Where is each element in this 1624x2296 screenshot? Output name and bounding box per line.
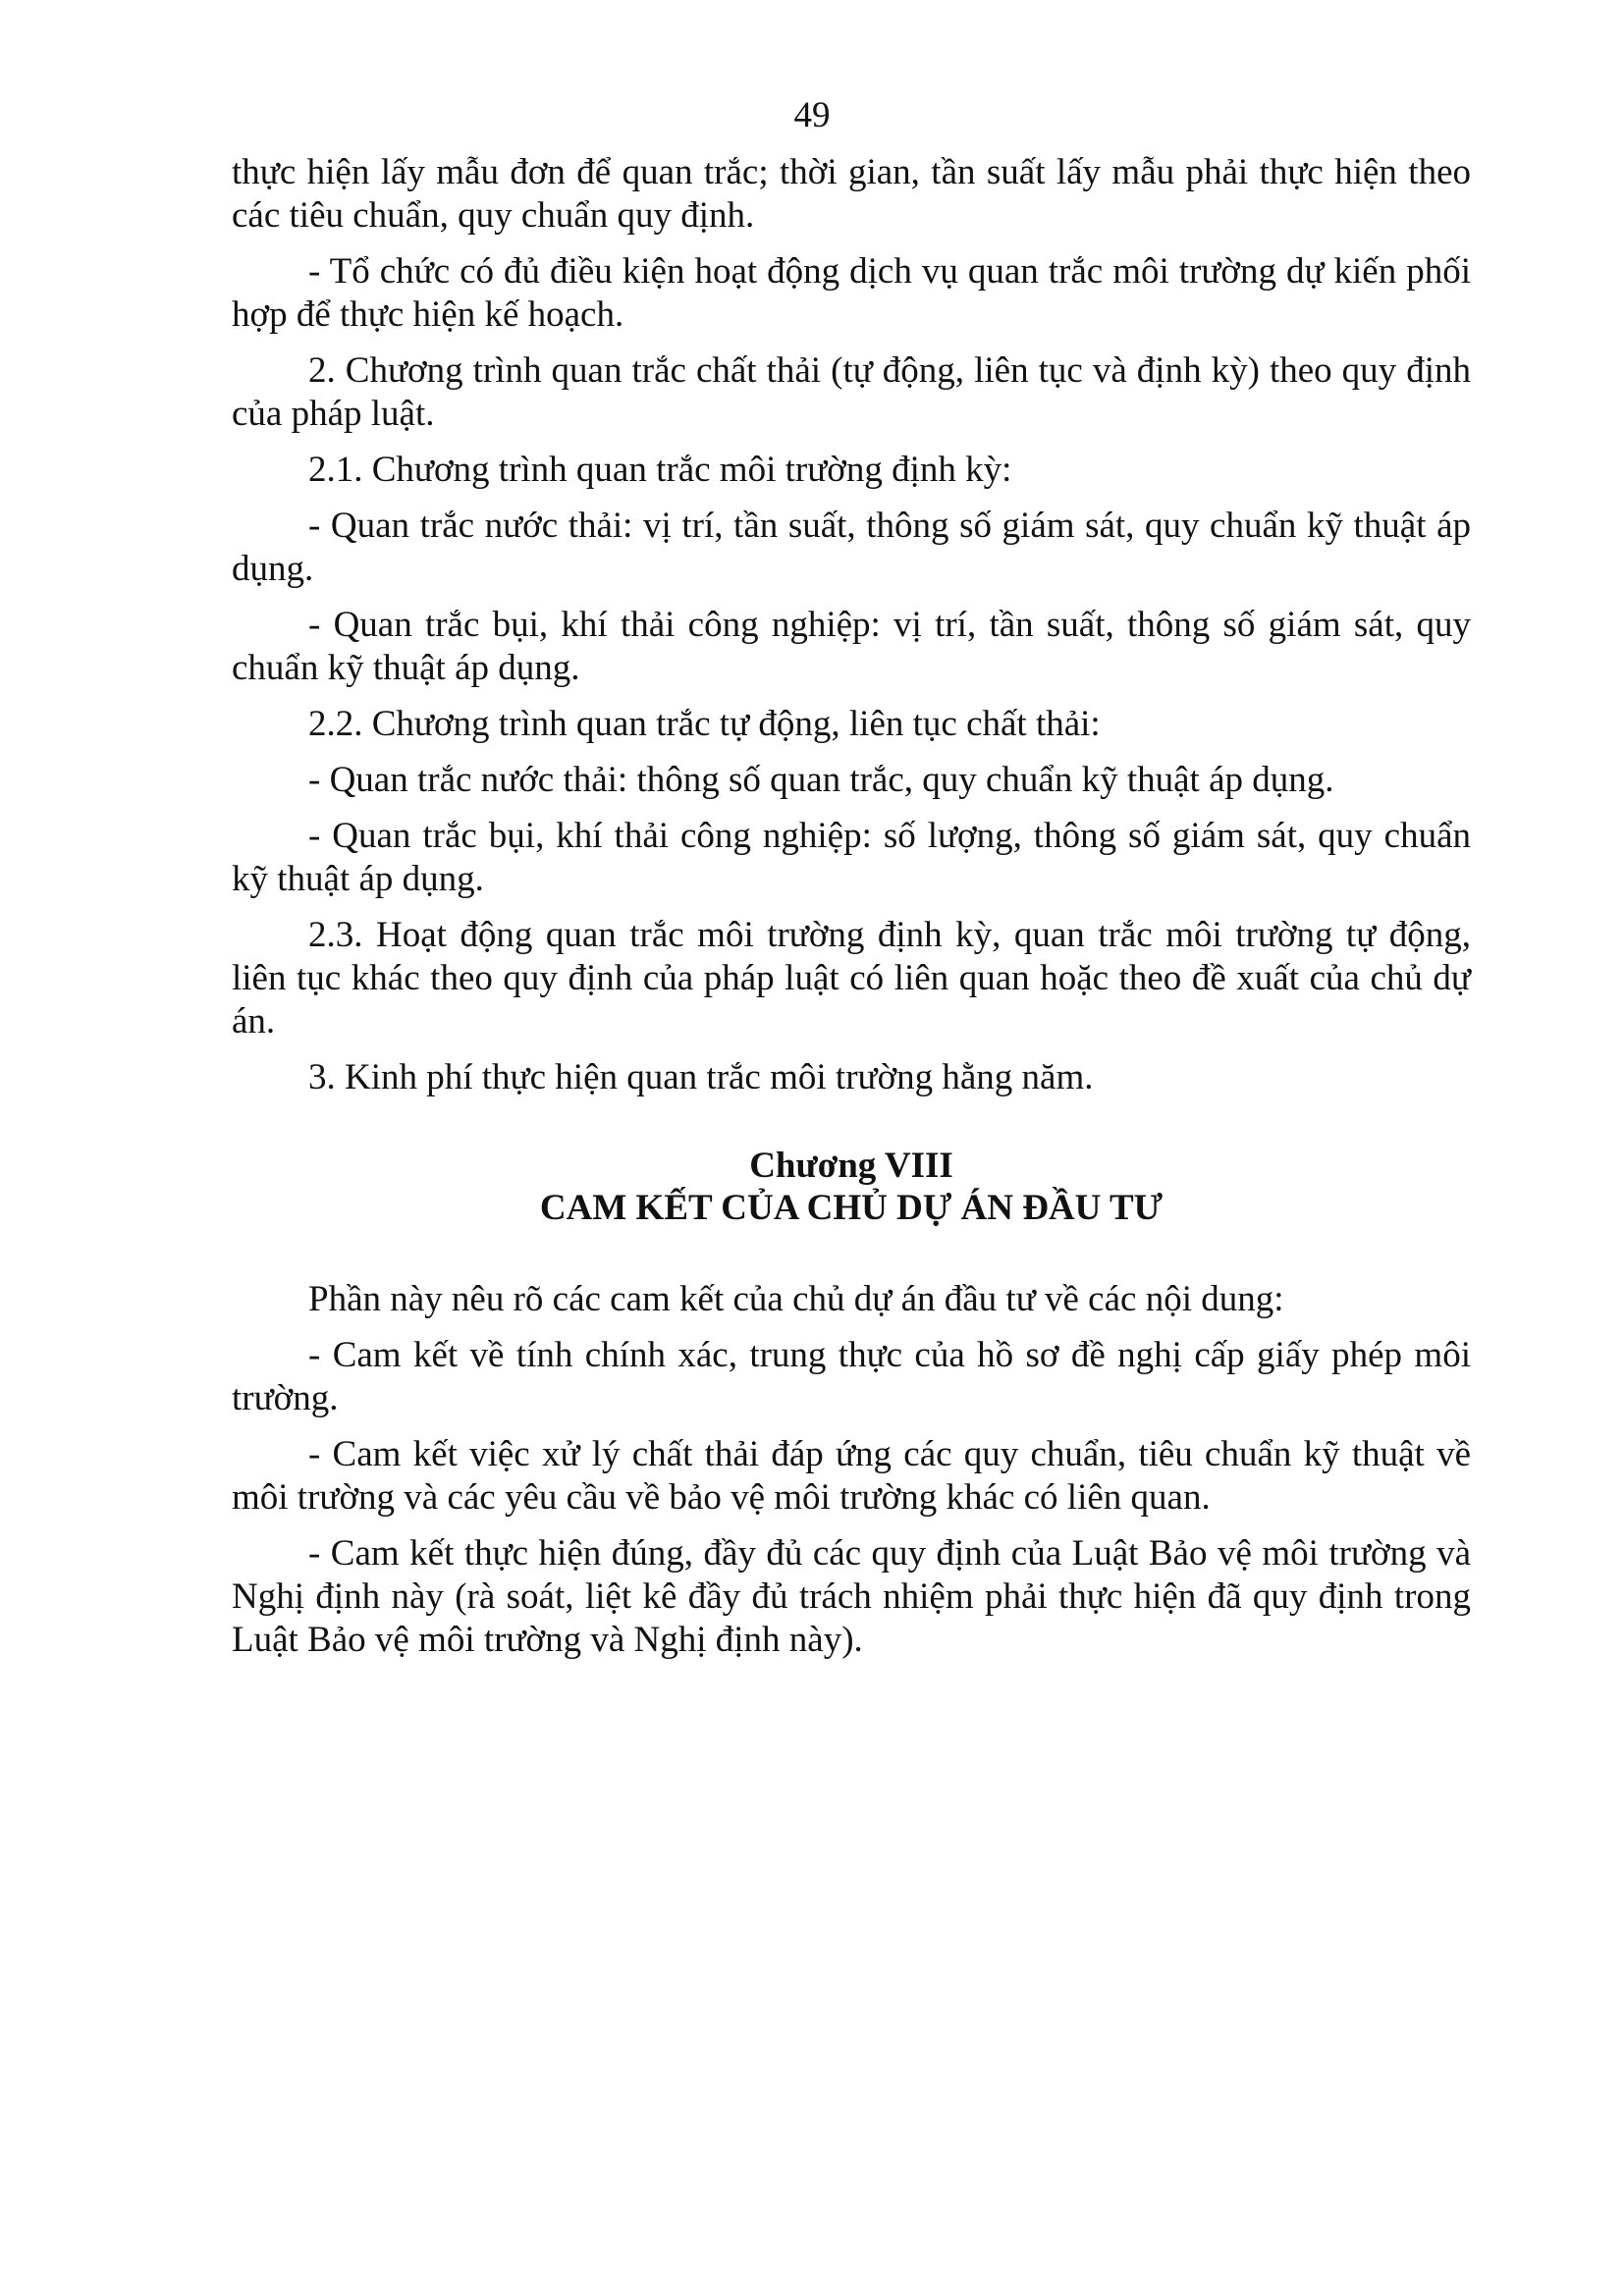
chapter-title: CAM KẾT CỦA CHỦ DỰ ÁN ĐẦU TƯ [539, 1188, 1164, 1228]
paragraph: 2. Chương trình quan trắc chất thải (tự động, liên tục và định kỳ) theo quy định của pháp luật. [232, 350, 1471, 434]
document-body [232, 151, 1471, 1675]
section-commitments [232, 1278, 1471, 1662]
paragraph: - Cam kết về tính chính xác, trung thực của hồ sơ đề nghị cấp giấy phép môi trường. [232, 1335, 1471, 1418]
paragraph: 2.1. Chương trình quan trắc môi trường định kỳ: [308, 450, 1012, 490]
paragraph: - Tổ chức có đủ điều kiện hoạt động dịch vụ quan trắc môi trường dự kiến phối hợp để thực hiện kế hoạch. [232, 251, 1471, 335]
chapter-number: Chương VIII [749, 1146, 953, 1186]
page-number: 49 [793, 95, 831, 135]
section-monitoring [232, 151, 1471, 1099]
paragraph: - Cam kết thực hiện đúng, đầy đủ các quy định của Luật Bảo vệ môi trường và Nghị định này (rà soát, liệt kê đầy đủ trách nhiệm phải thực hiện đã quy định trong Luật Bảo vệ môi trường và Nghị định này). [232, 1533, 1471, 1660]
paragraph: - Quan trắc nước thải: vị trí, tần suất, thông số giám sát, quy chuẩn kỹ thuật áp dụng. [232, 506, 1471, 589]
paragraph: - Quan trắc bụi, khí thải công nghiệp: số lượng, thông số giám sát, quy chuẩn kỹ thuật áp dụng. [232, 816, 1471, 899]
paragraph: - Quan trắc bụi, khí thải công nghiệp: vị trí, tần suất, thông số giám sát, quy chuẩn kỹ thuật áp dụng. [232, 605, 1471, 688]
chapter-heading [232, 1145, 1471, 1229]
paragraph: - Quan trắc nước thải: thông số quan trắc, quy chuẩn kỹ thuật áp dụng. [308, 760, 1334, 800]
paragraph: 2.2. Chương trình quan trắc tự động, liên tục chất thải: [308, 704, 1101, 744]
paragraph: Phần này nêu rõ các cam kết của chủ dự án đầu tư về các nội dung: [308, 1279, 1284, 1319]
paragraph: thực hiện lấy mẫu đơn để quan trắc; thời gian, tần suất lấy mẫu phải thực hiện theo các tiêu chuẩn, quy chuẩn quy định. [232, 152, 1471, 236]
paragraph: 3. Kinh phí thực hiện quan trắc môi trường hằng năm. [308, 1057, 1094, 1097]
paragraph: - Cam kết việc xử lý chất thải đáp ứng các quy chuẩn, tiêu chuẩn kỹ thuật về môi trường và các yêu cầu về bảo vệ môi trường khác có liên quan. [232, 1434, 1471, 1518]
paragraph: 2.3. Hoạt động quan trắc môi trường định kỳ, quan trắc môi trường tự động, liên tục khác theo quy định của pháp luật có liên quan hoặc theo đề xuất của chủ dự án. [232, 915, 1471, 1041]
